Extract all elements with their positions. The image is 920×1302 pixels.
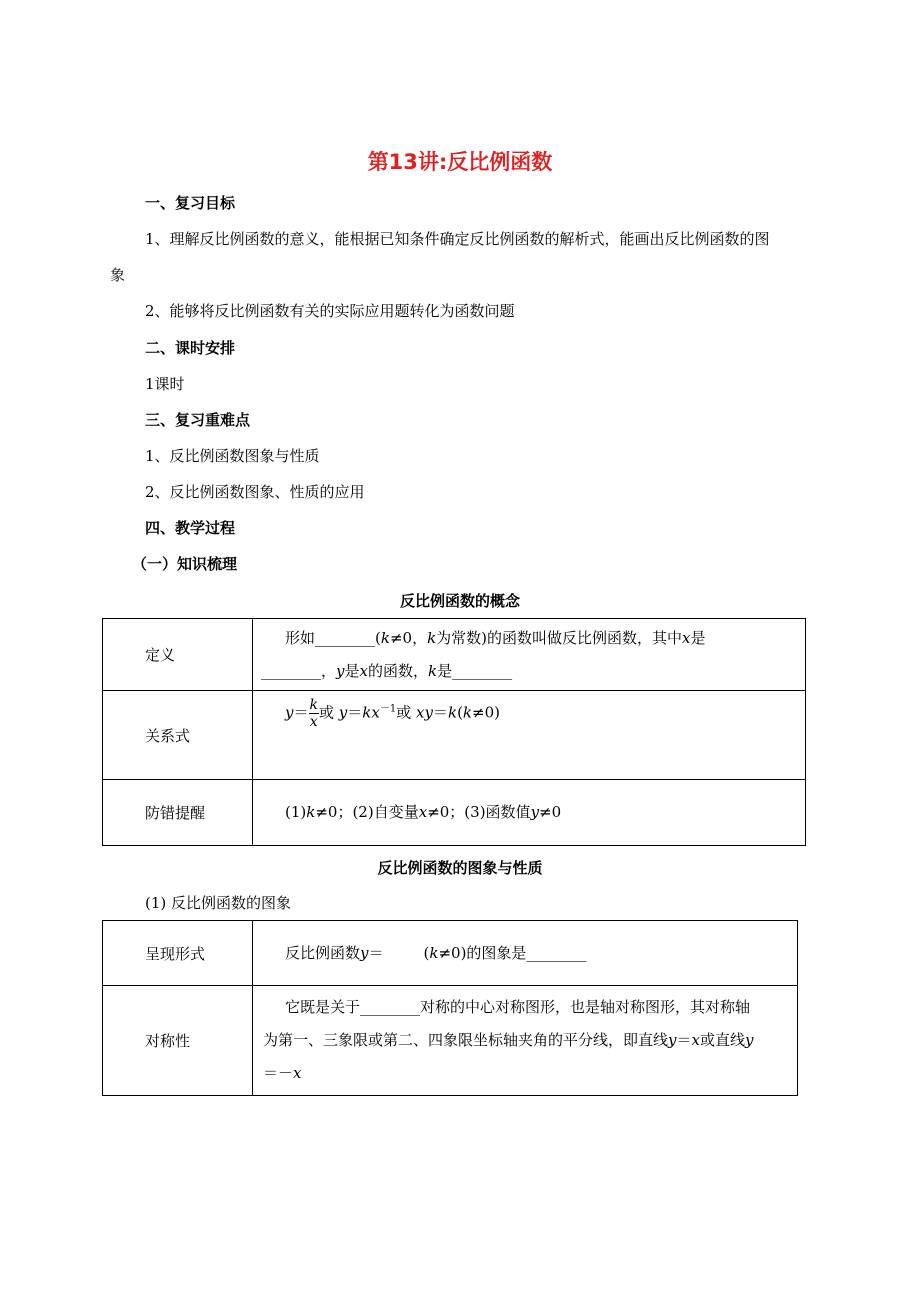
section-heading-schedule: 二、课时安排 xyxy=(145,339,236,357)
warning-text: ≠0；(3)函数值 xyxy=(427,803,531,821)
table-row xyxy=(103,921,798,986)
formula-text: 或 xyxy=(318,703,334,722)
definition-text: 是 xyxy=(344,661,360,680)
definition-text: 形如________( xyxy=(285,628,381,647)
math-var: x xyxy=(293,1064,302,1082)
definition-text: ________， xyxy=(261,661,337,680)
math-var: y xyxy=(338,703,348,722)
row-label-warning: 防错提醒 xyxy=(103,780,253,846)
definition-text: 的函数， xyxy=(367,661,428,680)
math-symbol: ＝ xyxy=(293,703,309,722)
math-symbol: ＝ xyxy=(676,1031,692,1049)
goal-item-1: 1、理解反比例函数的意义，能根据已知条件确定反比例函数的解析式，能画出反比例函数的图 xyxy=(145,230,770,248)
form-text: ≠0)的图象是________ xyxy=(438,943,587,962)
row-label-definition: 定义 xyxy=(103,619,253,691)
page-title: 第13讲:反比例函数 xyxy=(367,150,553,174)
math-symbol: ＝－ xyxy=(263,1064,294,1082)
section-heading-keypoints: 三、复习重难点 xyxy=(145,411,251,429)
form-cell xyxy=(253,921,798,986)
table2-subcaption: (1) 反比例函数的图象 xyxy=(145,894,292,912)
math-symbol: ＝ xyxy=(347,703,363,722)
math-var: x xyxy=(691,1031,700,1049)
fraction-k-over-x xyxy=(309,697,319,730)
graph-table xyxy=(102,920,798,1096)
relation-formula xyxy=(253,691,806,780)
row-label-form: 呈现形式 xyxy=(103,921,253,986)
symmetry-text: 为第一、三象限或第二、四象限坐标轴夹角的平分线，即直线 xyxy=(263,1031,669,1049)
warning-text: ≠0；(2)自变量 xyxy=(315,803,419,821)
table2-caption: 反比例函数的图象与性质 xyxy=(377,859,543,877)
symmetry-text: 或直线 xyxy=(699,1031,745,1049)
symmetry-text: 它既是关于________对称的中心对称图形，也是轴对称图形，其对称轴 xyxy=(285,998,751,1016)
math-var: x xyxy=(359,661,368,680)
goal-item-2: 2、能够将反比例函数有关的实际应用题转化为函数问题 xyxy=(145,302,515,320)
math-symbol: ＝ xyxy=(368,943,384,962)
form-text: 反比例函数 xyxy=(285,943,361,962)
math-var: y xyxy=(360,943,369,962)
warning-cell xyxy=(253,780,806,846)
fraction-denominator: x xyxy=(309,714,318,730)
math-var: kx xyxy=(362,703,380,722)
formula-text: ≠0) xyxy=(472,703,500,722)
table-row xyxy=(103,691,806,780)
math-var: k xyxy=(380,628,390,647)
definition-text: 是 xyxy=(690,628,706,647)
definition-cell xyxy=(253,619,806,691)
fraction-numerator: k xyxy=(309,697,318,713)
math-var: k xyxy=(306,803,316,821)
math-var: y xyxy=(285,703,294,722)
section-heading-goals: 一、复习目标 xyxy=(145,194,236,212)
warning-text: ≠0 xyxy=(539,803,562,821)
math-symbol: ＝ xyxy=(432,703,448,722)
definition-text: 是________ xyxy=(437,661,513,680)
subsection-heading: （一）知识梳理 xyxy=(132,555,238,573)
exponent: －1 xyxy=(379,703,397,715)
goal-item-1-continued: 象 xyxy=(110,266,126,284)
table-row xyxy=(103,986,798,1096)
table-row xyxy=(103,619,806,691)
table1-caption: 反比例函数的概念 xyxy=(399,592,520,610)
formula-text: 或 xyxy=(396,703,412,722)
math-symbol: ( xyxy=(457,703,463,722)
definition-text: ≠0， xyxy=(389,628,428,647)
math-var: y xyxy=(530,803,540,821)
math-var: x xyxy=(682,628,691,647)
math-var: xy xyxy=(416,703,433,722)
math-var: k xyxy=(447,703,458,722)
keypoint-item-1: 1、反比例函数图象与性质 xyxy=(145,447,320,465)
math-var: x xyxy=(418,803,428,821)
schedule-text: 1课时 xyxy=(145,375,185,393)
math-var: k xyxy=(429,943,439,962)
concept-table xyxy=(102,618,806,846)
math-var: y xyxy=(336,661,345,680)
row-label-relation: 关系式 xyxy=(103,691,253,780)
table-row xyxy=(103,780,806,846)
warning-text: (1) xyxy=(285,803,307,821)
math-var: y xyxy=(668,1031,677,1049)
math-var: k xyxy=(462,703,473,722)
math-var: k xyxy=(427,628,437,647)
symmetry-cell xyxy=(253,986,798,1096)
keypoint-item-2: 2、反比例函数图象、性质的应用 xyxy=(145,483,365,501)
form-text: ( xyxy=(423,943,430,962)
math-var: y xyxy=(745,1031,754,1049)
row-label-symmetry: 对称性 xyxy=(103,986,253,1096)
math-var: k xyxy=(428,661,438,680)
section-heading-process: 四、教学过程 xyxy=(145,519,236,537)
definition-text: 为常数)的函数叫做反比例函数，其中 xyxy=(436,628,683,647)
